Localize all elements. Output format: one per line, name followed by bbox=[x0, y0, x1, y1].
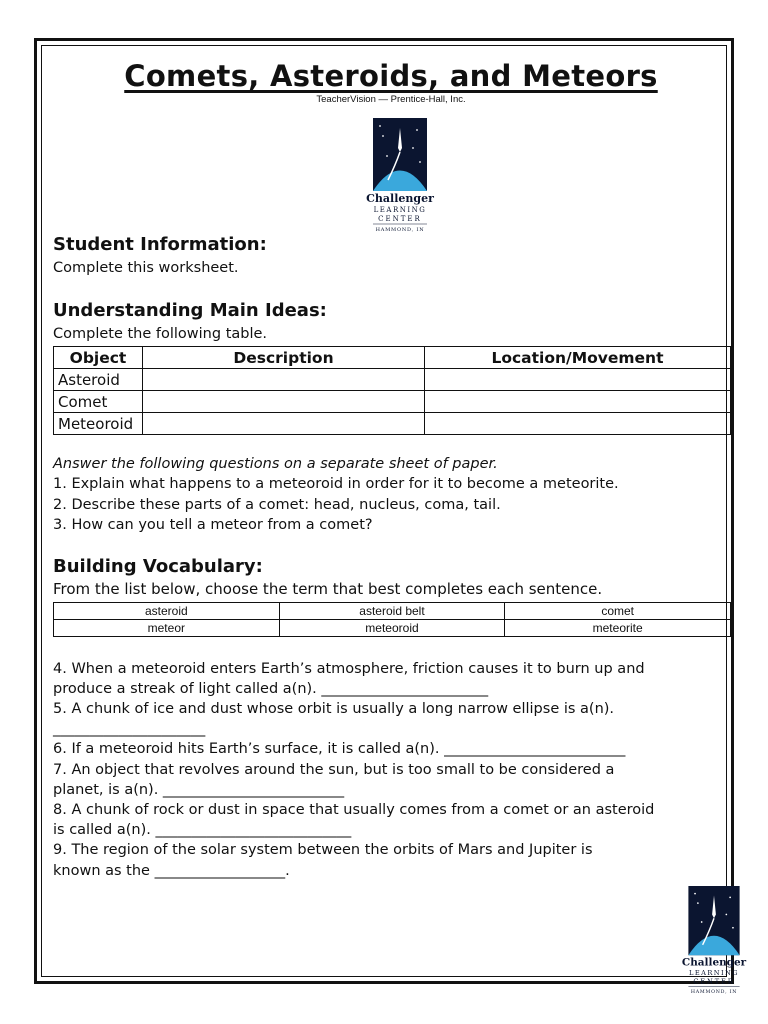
question-1: 1. Explain what happens to a meteoroid in order for it to become a meteorite. bbox=[53, 476, 619, 492]
vocab-line: 7. An object that revolves around the sun, but is too small to be considered a bbox=[53, 762, 615, 778]
term-row bbox=[54, 620, 731, 637]
vocabulary-instruction: From the list below, choose the term that best completes each sentence. bbox=[53, 580, 603, 598]
logo-line2: CENTER bbox=[693, 977, 735, 986]
term-cell: comet bbox=[505, 603, 731, 620]
question-2: 2. Describe these parts of a comet: head, nucleus, coma, tail. bbox=[53, 497, 501, 513]
main-ideas-table bbox=[53, 346, 731, 435]
column-header: Location/Movement bbox=[425, 347, 731, 369]
student-info-heading: Student Information: bbox=[53, 234, 267, 255]
vocab-line: _____________________ bbox=[53, 721, 206, 737]
source-credit: TeacherVision — Prentice-Hall, Inc. bbox=[316, 94, 466, 105]
object-cell: Asteroid bbox=[54, 369, 143, 391]
vocab-line: produce a streak of light called a(n). _______________________ bbox=[53, 681, 489, 697]
vocab-line: planet, is a(n). _________________________ bbox=[53, 782, 345, 798]
vocab-line: 4. When a meteoroid enters Earth’s atmosphere, friction causes it to burn up and bbox=[53, 661, 645, 677]
term-cell: meteor bbox=[54, 620, 280, 637]
logo-line1: LEARNING bbox=[689, 969, 739, 978]
table-row bbox=[54, 413, 731, 435]
logo-line3: HAMMOND, IN bbox=[375, 227, 425, 233]
vocab-line: 6. If a meteoroid hits Earth’s surface, it is called a(n). _________________________ bbox=[53, 741, 626, 757]
challenger-logo-bottom bbox=[681, 886, 747, 996]
page-border bbox=[34, 38, 747, 996]
location-cell bbox=[425, 369, 731, 391]
vocabulary-term-table bbox=[53, 602, 731, 637]
logo-line2: CENTER bbox=[378, 215, 422, 223]
logo-brand: Challenger bbox=[366, 192, 434, 205]
object-cell: Comet bbox=[54, 391, 143, 413]
page-title: Comets, Asteroids, and Meteors bbox=[124, 59, 658, 93]
main-ideas-heading: Understanding Main Ideas: bbox=[53, 300, 327, 321]
object-cell: Meteoroid bbox=[54, 413, 143, 435]
challenger-logo bbox=[366, 118, 434, 234]
logo-line3: HAMMOND, IN bbox=[690, 990, 738, 996]
term-cell: meteoroid bbox=[279, 620, 505, 637]
worksheet-content bbox=[53, 58, 747, 996]
logo-brand: Challenger bbox=[681, 956, 747, 969]
term-cell: asteroid belt bbox=[279, 603, 505, 620]
student-info-text: Complete this worksheet. bbox=[53, 260, 239, 276]
vocab-line: 5. A chunk of ice and dust whose orbit is usually a long narrow ellipse is a(n). bbox=[53, 701, 615, 717]
column-header: Description bbox=[143, 347, 425, 369]
term-cell: meteorite bbox=[505, 620, 731, 637]
description-cell bbox=[143, 413, 425, 435]
questions-intro: Answer the following questions on a separate sheet of paper. bbox=[53, 456, 498, 472]
table-row bbox=[54, 391, 731, 413]
logo-line1: LEARNING bbox=[373, 206, 427, 214]
vocab-line: 8. A chunk of rock or dust in space that usually comes from a comet or an asteroid bbox=[53, 802, 655, 818]
table-row bbox=[54, 369, 731, 391]
vocab-line: known as the __________________. bbox=[53, 863, 290, 879]
vocab-line: is called a(n). ___________________________ bbox=[53, 822, 352, 838]
term-cell: asteroid bbox=[54, 603, 280, 620]
description-cell bbox=[143, 369, 425, 391]
table-header-row bbox=[54, 347, 731, 369]
description-cell bbox=[143, 391, 425, 413]
vocab-line: 9. The region of the solar system between the orbits of Mars and Jupiter is bbox=[53, 842, 593, 858]
location-cell bbox=[425, 391, 731, 413]
column-header: Object bbox=[54, 347, 143, 369]
vocabulary-heading: Building Vocabulary: bbox=[53, 556, 263, 577]
location-cell bbox=[425, 413, 731, 435]
page-inner-border bbox=[41, 45, 747, 996]
term-row bbox=[54, 603, 731, 620]
question-3: 3. How can you tell a meteor from a comet? bbox=[53, 517, 373, 533]
table-instruction: Complete the following table. bbox=[53, 326, 268, 342]
